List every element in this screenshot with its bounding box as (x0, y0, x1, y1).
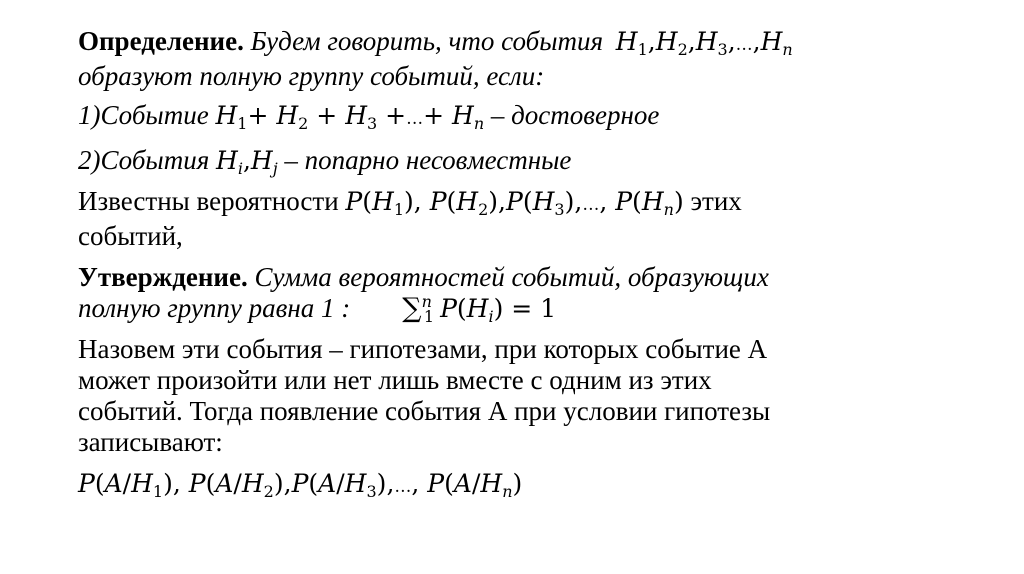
hypotheses-line-3: событий. Тогда появление события А при условии гипотезы (78, 396, 771, 426)
probabilities-line-2: событий, (78, 221, 183, 251)
conditional-formula: $P(A/H_1)$, $P(A/H_2),P(A/H_3),\dots$, $P(A/H_n)$ (78, 469, 523, 501)
sum-of-events-formula: $H_1+ H_2 + H_3$ +…+ $H_n$ (215, 101, 485, 133)
hypotheses-line-4: записывают: (78, 427, 223, 457)
probabilities-formula: $P(H_1)$, $P(H_2),P(H_3),\dots$, $P(H_n)$ (345, 187, 684, 219)
conditional-probabilities (78, 468, 978, 503)
statement-paragraph (78, 262, 978, 324)
hypotheses-paragraph (78, 334, 978, 458)
definition-paragraph (78, 26, 978, 92)
definition-heading: Определение. (78, 26, 244, 56)
definition-text-continued: образуют полную группу событий, если: (78, 61, 545, 91)
probabilities-prefix: Известны вероятности (78, 186, 346, 216)
pairwise-events-formula: $H_i,H_j$ (216, 146, 278, 178)
hypotheses-list-formula: $H_1,H_2,H_3,\dots,H_n$ (615, 27, 793, 59)
slide-content (78, 26, 978, 513)
condition-2-suffix: – попарно несовместные (277, 145, 572, 175)
sum-equals-one-formula: ∑$^n_1$ $P(H_i) = 1$ (402, 292, 557, 326)
probabilities-suffix: этих (683, 186, 742, 216)
condition-1 (78, 100, 978, 135)
condition-1-prefix: 1)Событие (78, 100, 216, 130)
condition-2 (78, 145, 978, 176)
definition-text: Будем говорить, что события (243, 26, 610, 56)
statement-text: Сумма вероятностей событий, образующих (247, 262, 769, 292)
statement-text-continued: полную группу равна 1 : (78, 293, 351, 323)
sigma-icon: ∑ (402, 293, 422, 324)
hypotheses-line-1: Назовем эти события – гипотезами, при которых событие А (78, 334, 768, 364)
condition-2-prefix: 2)События (78, 145, 216, 175)
statement-heading: Утверждение. (78, 262, 248, 292)
condition-1-suffix: – достоверное (484, 100, 660, 130)
hypotheses-line-2: может произойти или нет лишь вместе с одним из этих (78, 365, 712, 395)
probabilities-paragraph (78, 186, 978, 252)
